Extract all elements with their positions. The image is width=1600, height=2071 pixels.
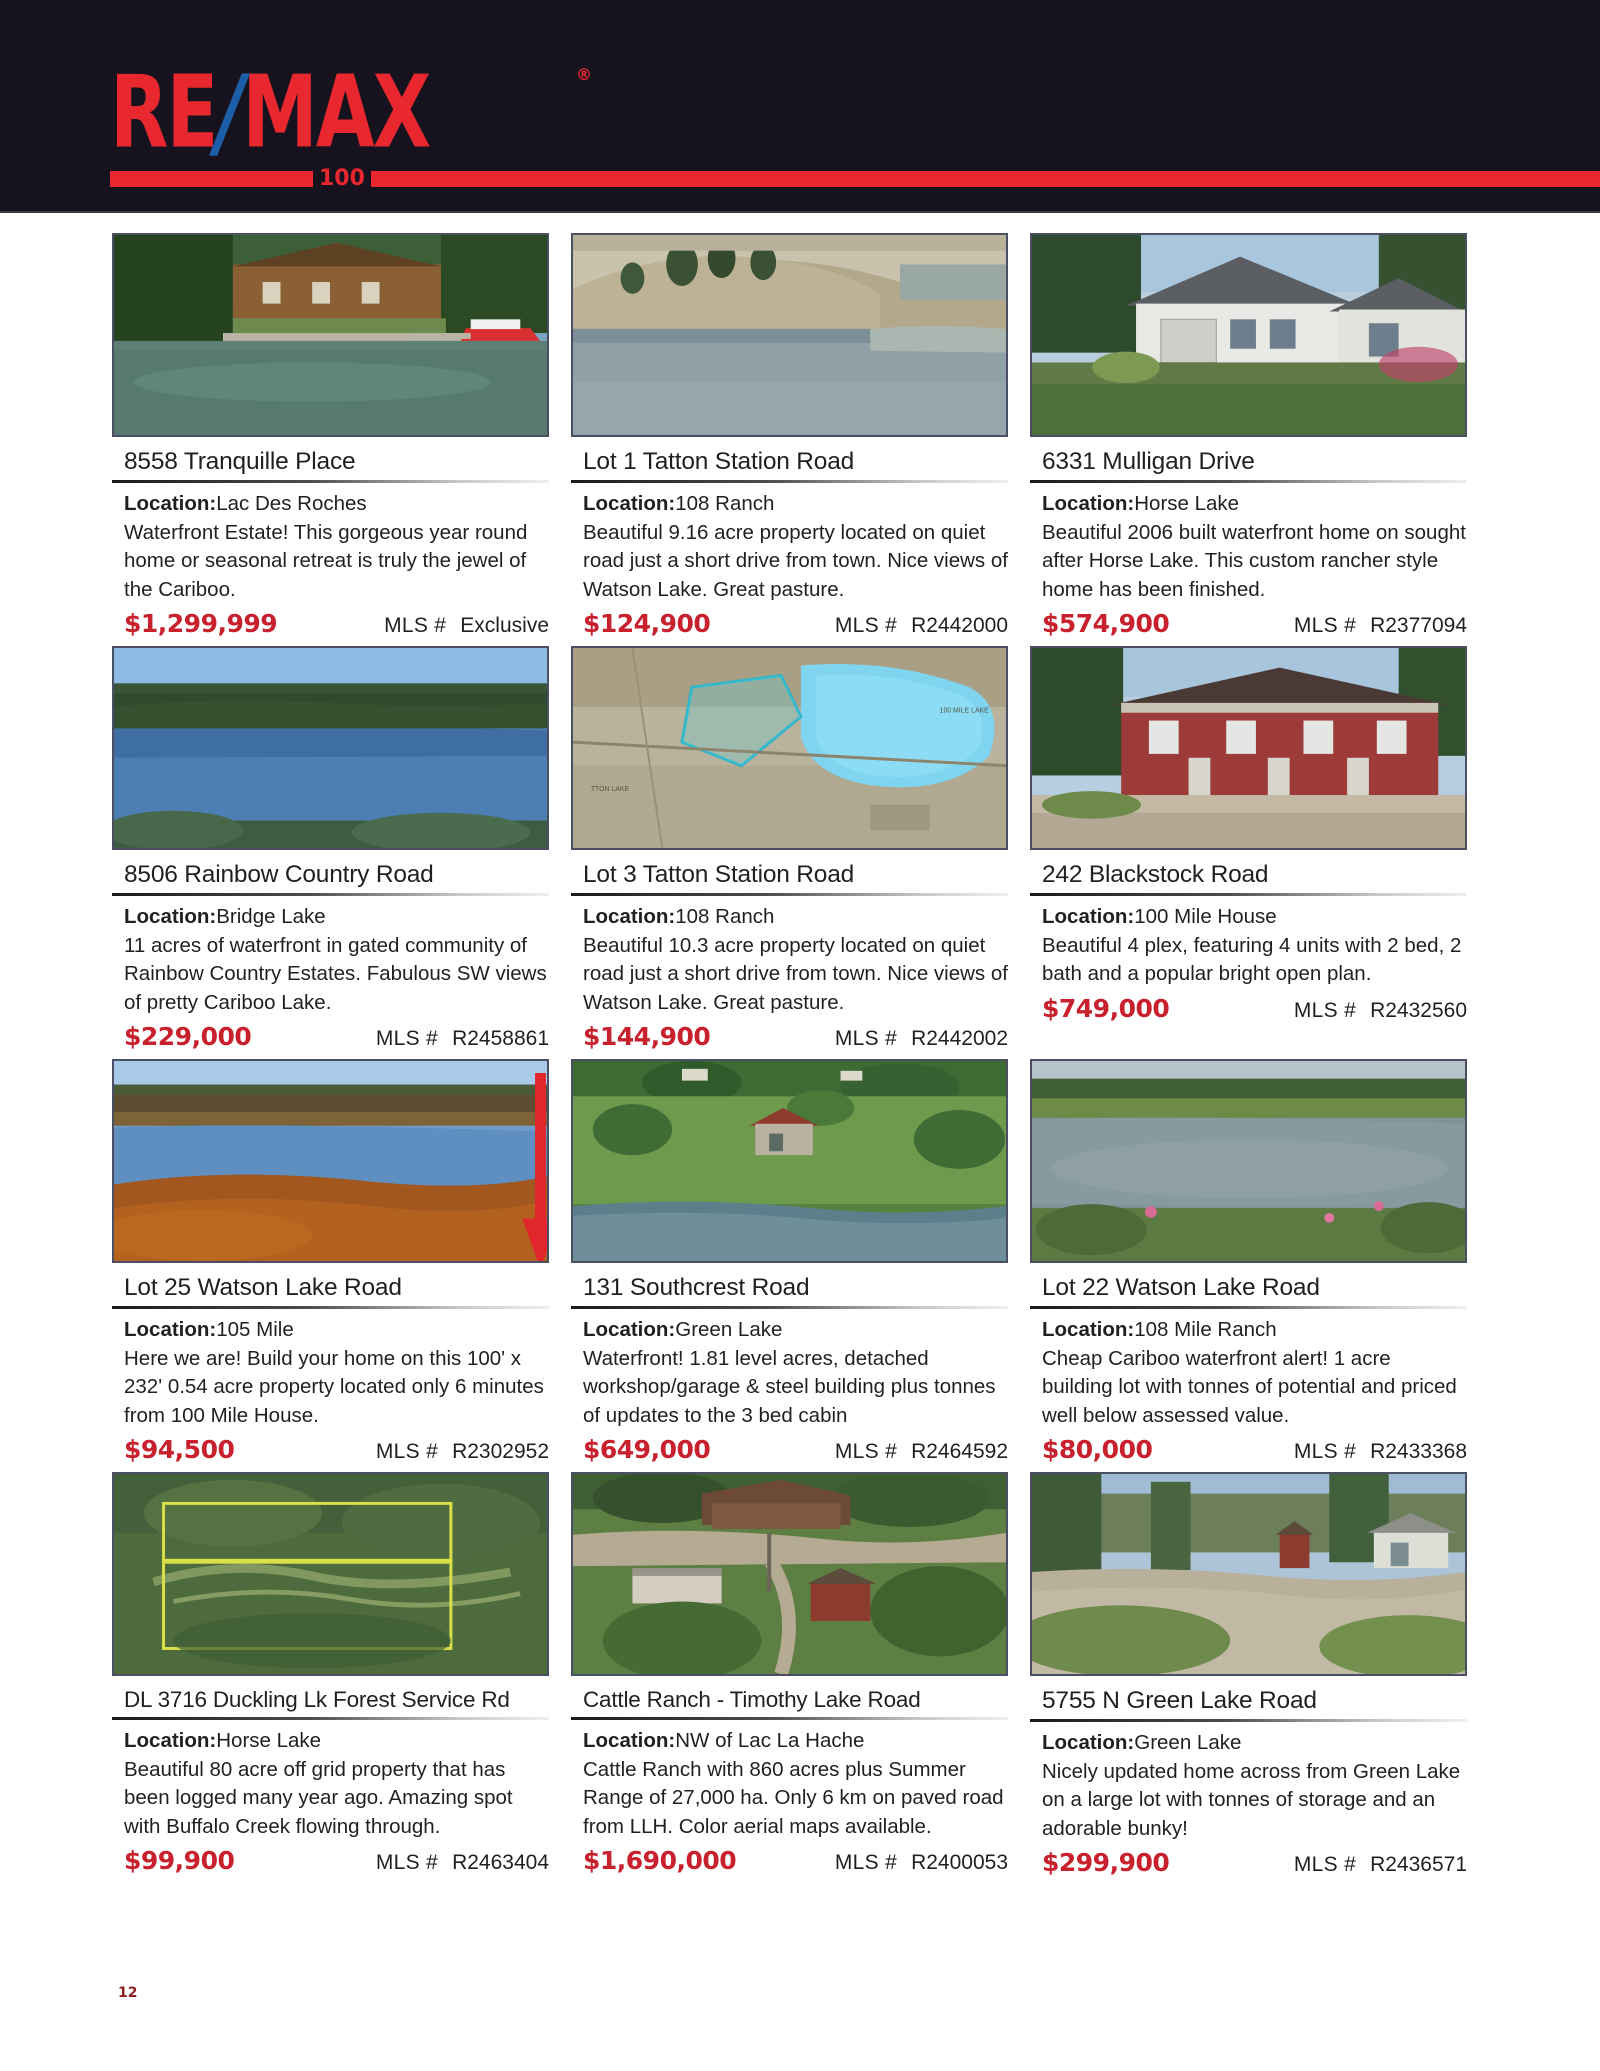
property-photo[interactable] bbox=[571, 233, 1008, 437]
location-label: Location: bbox=[1042, 1318, 1135, 1341]
title-rule bbox=[1030, 1306, 1467, 1309]
listing-price: $124,900 bbox=[583, 609, 711, 638]
listing-column bbox=[571, 638, 1030, 1051]
listing-body bbox=[112, 1727, 549, 1841]
property-photo[interactable] bbox=[1030, 646, 1467, 850]
page-number: 12 bbox=[118, 1985, 138, 2001]
property-listing[interactable] bbox=[1030, 225, 1467, 638]
property-listing[interactable] bbox=[1030, 1051, 1467, 1464]
property-listing[interactable] bbox=[1030, 1464, 1467, 1877]
mls-label: MLS # bbox=[1293, 998, 1357, 1022]
title-rule bbox=[1030, 893, 1467, 896]
logo-bar bbox=[110, 166, 1600, 191]
location-label: Location: bbox=[583, 1729, 676, 1752]
listing-column bbox=[1030, 638, 1489, 1051]
title-rule bbox=[571, 480, 1008, 483]
location-label: Location: bbox=[583, 905, 676, 928]
listing-column bbox=[112, 1464, 571, 1877]
mls-number: R2302952 bbox=[452, 1440, 549, 1463]
listing-price: $229,000 bbox=[124, 1022, 252, 1051]
listing-price: $144,900 bbox=[583, 1022, 711, 1051]
listing-price: $649,000 bbox=[583, 1435, 711, 1464]
listing-column bbox=[112, 225, 571, 638]
listing-body bbox=[571, 1316, 1008, 1430]
listing-column bbox=[112, 1051, 571, 1464]
listing-body bbox=[1030, 903, 1467, 989]
listing-title[interactable]: Lot 25 Watson Lake Road bbox=[124, 1274, 402, 1301]
logo-sub-number: 100 bbox=[319, 166, 365, 191]
mls-number: R2377094 bbox=[1370, 614, 1467, 637]
title-rule bbox=[112, 1306, 549, 1309]
listing-body bbox=[112, 490, 549, 604]
property-photo[interactable] bbox=[1030, 1472, 1467, 1676]
listing-description: Beautiful 9.16 acre property located on quiet road just a short drive from town. Nice views of Watson Lake. Great pasture. bbox=[583, 520, 1008, 601]
price-row bbox=[571, 1022, 1008, 1051]
mls-number: R2463404 bbox=[452, 1851, 549, 1874]
location-value: 100 Mile House bbox=[1134, 905, 1277, 928]
title-rule bbox=[1030, 1719, 1467, 1722]
listings-row bbox=[112, 638, 1490, 1051]
mls-label: MLS # bbox=[1293, 1440, 1357, 1463]
listing-title[interactable]: Lot 3 Tatton Station Road bbox=[583, 861, 855, 888]
mls-group bbox=[835, 614, 1008, 638]
listing-body bbox=[1030, 1729, 1467, 1843]
listing-description: Beautiful 2006 built waterfront home on sought after Horse Lake. This custom rancher style home has been finished. bbox=[1042, 520, 1466, 601]
price-row bbox=[112, 1846, 549, 1875]
price-row bbox=[112, 1435, 549, 1464]
mls-number: R2458861 bbox=[452, 1027, 549, 1050]
listing-column bbox=[571, 1464, 1030, 1877]
listing-price: $99,900 bbox=[124, 1846, 235, 1875]
logo-bar-right bbox=[371, 171, 1600, 187]
listing-price: $574,900 bbox=[1042, 609, 1170, 638]
property-listing[interactable] bbox=[571, 638, 1008, 1051]
listing-title[interactable]: Lot 1 Tatton Station Road bbox=[583, 448, 855, 475]
mls-group bbox=[384, 614, 549, 638]
property-listing[interactable] bbox=[112, 225, 549, 638]
property-listing[interactable] bbox=[112, 1464, 549, 1875]
location-value: Bridge Lake bbox=[216, 905, 326, 928]
listing-description: Nicely updated home across from Green Lake on a large lot with tonnes of storage and an adorable bunky! bbox=[1042, 1759, 1461, 1840]
mls-number: R2442000 bbox=[911, 614, 1008, 637]
price-row bbox=[1030, 1435, 1467, 1464]
listing-body bbox=[1030, 490, 1467, 604]
property-listing[interactable] bbox=[112, 1051, 549, 1464]
title-rule bbox=[112, 480, 549, 483]
svg-text:100 MILE LAKE: 100 MILE LAKE bbox=[939, 707, 989, 715]
listing-description: Cattle Ranch with 860 acres plus Summer Range of 27,000 ha. Only 6 km on paved road from LLH. Color aerial maps available. bbox=[583, 1757, 1004, 1838]
mls-group bbox=[1294, 1440, 1467, 1464]
listings-grid bbox=[112, 225, 1490, 1877]
location-label: Location: bbox=[1042, 1731, 1135, 1754]
price-row bbox=[112, 1022, 549, 1051]
listing-body bbox=[112, 1316, 549, 1430]
listing-body bbox=[1030, 1316, 1467, 1430]
location-label: Location: bbox=[1042, 905, 1135, 928]
mls-label: MLS # bbox=[834, 1440, 898, 1463]
price-row bbox=[571, 1435, 1008, 1464]
location-label: Location: bbox=[124, 492, 217, 515]
property-photo[interactable] bbox=[112, 1472, 549, 1676]
listing-description: 11 acres of waterfront in gated community of Rainbow Country Estates. Fabulous SW views of pretty Cariboo Lake. bbox=[124, 933, 547, 1014]
location-value: Green Lake bbox=[675, 1318, 783, 1341]
location-label: Location: bbox=[124, 1729, 217, 1752]
price-row bbox=[571, 1846, 1008, 1875]
location-label: Location: bbox=[124, 905, 217, 928]
registered-trademark-icon: ® bbox=[576, 65, 590, 85]
mls-label: MLS # bbox=[1293, 614, 1357, 637]
listing-price: $749,000 bbox=[1042, 993, 1170, 1023]
listing-column bbox=[1030, 225, 1489, 638]
property-photo[interactable] bbox=[571, 1059, 1008, 1263]
listing-title[interactable]: 8506 Rainbow Country Road bbox=[124, 861, 434, 888]
remax-logo bbox=[110, 52, 590, 182]
listing-title[interactable]: 5755 N Green Lake Road bbox=[1042, 1687, 1317, 1714]
listing-title[interactable]: 131 Southcrest Road bbox=[583, 1274, 810, 1301]
listing-price: $1,299,999 bbox=[124, 609, 278, 638]
location-value: Horse Lake bbox=[1134, 492, 1240, 515]
listing-column bbox=[112, 638, 571, 1051]
listing-description: Waterfront! 1.81 level acres, detached workshop/garage & steel building plus tonnes of updates to the 3 bed cabin bbox=[583, 1346, 996, 1427]
location-value: 108 Ranch bbox=[675, 905, 775, 928]
mls-group bbox=[376, 1440, 549, 1464]
title-rule bbox=[571, 1717, 1008, 1720]
listing-title[interactable]: 8558 Tranquille Place bbox=[124, 448, 356, 475]
mls-group bbox=[1294, 1853, 1467, 1877]
mls-label: MLS # bbox=[375, 1027, 439, 1050]
mls-label: MLS # bbox=[834, 1851, 898, 1874]
mls-group bbox=[835, 1027, 1008, 1051]
property-listing[interactable] bbox=[1030, 638, 1467, 1023]
property-listing[interactable] bbox=[571, 225, 1008, 638]
location-value: 105 Mile bbox=[216, 1318, 294, 1341]
mls-group bbox=[1294, 999, 1467, 1023]
property-photo[interactable] bbox=[112, 1059, 549, 1263]
price-row bbox=[571, 609, 1008, 638]
mls-group bbox=[376, 1027, 549, 1051]
listings-row bbox=[112, 225, 1490, 638]
property-listing[interactable] bbox=[571, 1464, 1008, 1875]
svg-text:TTON LAKE: TTON LAKE bbox=[590, 786, 630, 794]
listing-price: $1,690,000 bbox=[583, 1846, 737, 1875]
listing-description: Waterfront Estate! This gorgeous year round home or seasonal retreat is truly the jewel of the Cariboo. bbox=[124, 520, 528, 601]
location-value: 108 Ranch bbox=[675, 492, 775, 515]
mls-number: R2436571 bbox=[1370, 1853, 1467, 1876]
location-value: Lac Des Roches bbox=[216, 492, 367, 515]
mls-label: MLS # bbox=[384, 614, 447, 637]
mls-number: R2464592 bbox=[911, 1440, 1008, 1463]
mls-number: R2433368 bbox=[1370, 1440, 1467, 1463]
remax-wordmark bbox=[110, 52, 590, 171]
listings-row bbox=[112, 1464, 1490, 1877]
logo-re: RE bbox=[110, 52, 217, 171]
mls-group bbox=[1294, 614, 1467, 638]
listing-description: Beautiful 4 plex, featuring 4 units with 2 bed, 2 bath and a popular bright open plan. bbox=[1042, 933, 1462, 985]
location-label: Location: bbox=[1042, 492, 1135, 515]
listing-column bbox=[1030, 1051, 1489, 1464]
location-label: Location: bbox=[583, 1318, 676, 1341]
logo-bar-left bbox=[110, 171, 313, 187]
logo-max: MAX bbox=[242, 52, 430, 171]
listing-column bbox=[1030, 1464, 1489, 1877]
mls-number: Exclusive bbox=[460, 614, 549, 637]
title-rule bbox=[571, 893, 1008, 896]
location-label: Location: bbox=[583, 492, 676, 515]
listing-body bbox=[571, 903, 1008, 1017]
property-photo[interactable] bbox=[1030, 1059, 1467, 1263]
property-photo[interactable] bbox=[1030, 233, 1467, 437]
listings-row bbox=[112, 1051, 1490, 1464]
title-rule bbox=[571, 1306, 1008, 1309]
location-value: 108 Mile Ranch bbox=[1134, 1318, 1277, 1341]
price-row bbox=[1030, 1848, 1467, 1877]
mls-label: MLS # bbox=[1293, 1853, 1357, 1876]
mls-group bbox=[835, 1440, 1008, 1464]
property-photo[interactable] bbox=[571, 1472, 1008, 1676]
mls-group bbox=[376, 1851, 549, 1875]
property-photo[interactable] bbox=[571, 646, 1008, 850]
listing-body bbox=[112, 903, 549, 1017]
location-arrow-icon bbox=[324, 1073, 549, 1263]
property-photo[interactable] bbox=[112, 233, 549, 437]
title-rule bbox=[112, 1717, 549, 1720]
listing-price: $80,000 bbox=[1042, 1435, 1153, 1464]
listing-price: $94,500 bbox=[124, 1435, 235, 1464]
listing-title[interactable]: DL 3716 Duckling Lk Forest Service Rd bbox=[124, 1687, 510, 1712]
location-label: Location: bbox=[124, 1318, 217, 1341]
mls-label: MLS # bbox=[375, 1440, 439, 1463]
mls-label: MLS # bbox=[834, 1027, 898, 1050]
title-rule bbox=[1030, 480, 1467, 483]
property-listing[interactable] bbox=[571, 1051, 1008, 1464]
listing-description: Beautiful 10.3 acre property located on quiet road just a short drive from town. Nice views of Watson Lake. Great pasture. bbox=[583, 933, 1008, 1014]
listing-body bbox=[571, 490, 1008, 604]
mls-number: R2442002 bbox=[911, 1027, 1008, 1050]
mls-label: MLS # bbox=[834, 614, 898, 637]
title-rule bbox=[112, 893, 549, 896]
listing-description: Here we are! Build your home on this 100' x 232' 0.54 acre property located only 6 minutes from 100 Mile House. bbox=[124, 1346, 544, 1427]
listing-description: Cheap Cariboo waterfront alert! 1 acre building lot with tonnes of potential and priced well below assessed value. bbox=[1042, 1346, 1457, 1427]
header-underline bbox=[0, 211, 1600, 213]
listing-column bbox=[571, 1051, 1030, 1464]
listing-body bbox=[571, 1727, 1008, 1841]
location-value: Green Lake bbox=[1134, 1731, 1242, 1754]
mls-label: MLS # bbox=[375, 1851, 439, 1874]
mls-group bbox=[835, 1851, 1008, 1875]
logo-slash: / bbox=[207, 52, 252, 171]
listing-column bbox=[571, 225, 1030, 638]
listing-title[interactable]: 6331 Mulligan Drive bbox=[1042, 448, 1255, 475]
location-value: NW of Lac La Hache bbox=[675, 1729, 865, 1752]
price-row bbox=[112, 609, 549, 638]
page-header bbox=[0, 0, 1600, 213]
price-row bbox=[1030, 609, 1467, 638]
listing-price: $299,900 bbox=[1042, 1848, 1170, 1877]
mls-number: R2432560 bbox=[1370, 998, 1467, 1022]
mls-number: R2400053 bbox=[911, 1851, 1008, 1874]
listing-title[interactable]: Cattle Ranch - Timothy Lake Road bbox=[583, 1687, 921, 1712]
property-listing[interactable] bbox=[112, 638, 549, 1051]
listing-title[interactable]: Lot 22 Watson Lake Road bbox=[1042, 1274, 1320, 1301]
property-photo[interactable] bbox=[112, 646, 549, 850]
listing-title[interactable]: 242 Blackstock Road bbox=[1042, 861, 1269, 888]
listing-description: Beautiful 80 acre off grid property that has been logged many year ago. Amazing spot with Buffalo Creek flowing through. bbox=[124, 1757, 513, 1838]
price-row bbox=[1030, 994, 1467, 1023]
location-value: Horse Lake bbox=[216, 1729, 322, 1752]
